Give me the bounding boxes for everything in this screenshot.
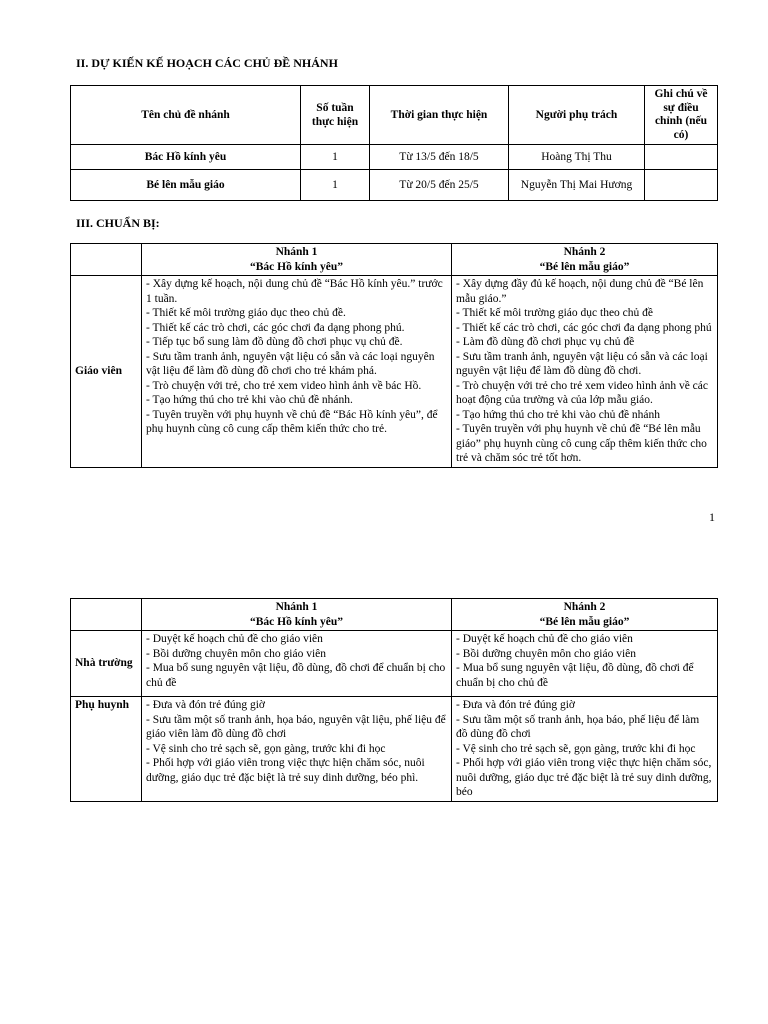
list-item: - Trò chuyện với trẻ cho trẻ xem video hình ảnh về các hoạt động của trường và của lớp mẫu giáo. <box>456 379 708 406</box>
branch-plan-table <box>70 85 718 201</box>
branch-2-name: Nhánh 2 <box>563 246 606 258</box>
plan-row <box>71 170 718 201</box>
list-item: - Tuyên truyền với phụ huynh về chủ đề “Bác Hồ kính yêu”, để phụ huynh cùng cô cung cấp thêm kiến thức cho trẻ. <box>146 408 438 435</box>
row-label-parents: Phụ huynh <box>71 697 142 802</box>
branch-1-topic: “Bác Hồ kính yêu” <box>250 615 343 628</box>
list-item: - Tạo hứng thú cho trẻ khi vào chủ đề nhánh <box>456 408 661 421</box>
row-label-school: Nhà trường <box>71 631 142 697</box>
school-branch-2-cell <box>452 631 718 697</box>
list-item: - Phối hợp với giáo viên trong việc thực hiện chăm sóc, nuôi dưỡng, giáo dục trẻ đặc biệt là trẻ suy dinh dưỡng, béo phì. <box>146 757 425 784</box>
section-3-title: III. CHUẨN BỊ: <box>76 216 160 230</box>
list-item: - Sưu tầm một số tranh ảnh, họa báo, nguyên vật liệu, phế liệu để giáo viên làm đồ dùng đồ chơi <box>146 713 446 740</box>
list-item: - Đưa và đón trẻ đúng giờ <box>456 699 575 711</box>
preparation-table-school-parents <box>70 598 718 802</box>
plan-header-weeks: Số tuần thực hiện <box>301 86 370 145</box>
plan-cell-notes <box>645 170 718 201</box>
plan-cell-weeks: 1 <box>301 170 370 201</box>
plan-cell-time: Từ 20/5 đến 25/5 <box>370 170 509 201</box>
plan-header-time: Thời gian thực hiện <box>370 86 509 145</box>
prep-header-branch-2 <box>452 244 718 276</box>
plan-cell-topic: Bác Hồ kính yêu <box>71 145 301 170</box>
prep-header-row <box>71 599 718 631</box>
list-item: - Trò chuyện với trẻ, cho trẻ xem video hình ảnh về bác Hồ. <box>146 379 422 392</box>
page-number: 1 <box>709 510 715 524</box>
plan-header-notes: Ghi chú về sự điều chỉnh (nếu có) <box>645 86 718 145</box>
list-item: - Bồi dưỡng chuyên môn cho giáo viên <box>456 647 636 660</box>
parents-branch-1-cell <box>142 697 452 802</box>
list-item: - Mua bổ sung nguyên vật liệu, đồ dùng, đồ chơi để chuẩn bị cho chủ đề <box>456 662 694 689</box>
row-label-teacher: Giáo viên <box>71 276 142 468</box>
prep-row-parents <box>71 697 718 802</box>
list-item: - Thiết kế môi trường giáo dục theo chủ đề <box>456 307 654 319</box>
list-item: - Xây dựng kế hoạch, nội dung chủ đề “Bác Hồ kính yêu.” trước 1 tuần. <box>146 278 443 305</box>
list-item: - Sưu tầm tranh ảnh, nguyên vật liệu có sẵn và các loại nguyên vật liệu để làm đồ dùng đồ chơi. <box>456 350 708 377</box>
branch-1-name: Nhánh 1 <box>275 246 318 258</box>
plan-cell-person: Hoàng Thị Thu <box>509 145 645 170</box>
prep-row-teacher <box>71 276 718 468</box>
list-item: - Duyệt kế hoạch chủ đề cho giáo viên <box>146 633 323 645</box>
parents-branch-2-cell <box>452 697 718 802</box>
prep-header-branch-1 <box>142 244 452 276</box>
school-branch-1-cell <box>142 631 452 697</box>
list-item: - Sưu tầm một số tranh ảnh, họa báo, phế liệu để làm đồ dùng đồ chơi <box>456 713 700 740</box>
list-item: - Đưa và đón trẻ đúng giờ <box>146 699 265 711</box>
list-item: - Bồi dưỡng chuyên môn cho giáo viên <box>146 647 326 660</box>
section-2-title: II. DỰ KIẾN KẾ HOẠCH CÁC CHỦ ĐỀ NHÁNH <box>76 56 338 70</box>
prep-header-empty <box>71 244 142 276</box>
plan-row <box>71 145 718 170</box>
teacher-branch-1-cell <box>142 276 452 468</box>
list-item: - Tuyên truyền với phụ huynh về chủ đề “Bé lên mẫu giáo” phụ huynh cùng cô cung cấp thêm kiến thức cho trẻ và chăm sóc trẻ tốt hơn. <box>456 423 707 464</box>
plan-header-topic: Tên chủ đề nhánh <box>71 86 301 145</box>
list-item: - Tiếp tục bổ sung làm đồ dùng đồ chơi phục vụ chủ đề. <box>146 336 403 348</box>
teacher-branch-2-cell <box>452 276 718 468</box>
branch-2-name: Nhánh 2 <box>563 601 606 613</box>
plan-cell-person: Nguyễn Thị Mai Hương <box>509 170 645 201</box>
preparation-table-teacher <box>70 243 718 468</box>
plan-cell-weeks: 1 <box>301 145 370 170</box>
list-item: - Mua bổ sung nguyên vật liệu, đồ dùng, đồ chơi để chuẩn bị cho chủ đề <box>146 662 446 689</box>
list-item: - Sưu tầm tranh ảnh, nguyên vật liệu có sẵn và các loại nguyên vật liệu để làm đồ dùng đồ chơi cho trẻ khám phá. <box>146 350 435 377</box>
list-item: - Duyệt kế hoạch chủ đề cho giáo viên <box>456 633 633 645</box>
plan-cell-topic: Bé lên mẫu giáo <box>71 170 301 201</box>
list-item: - Vệ sinh cho trẻ sạch sẽ, gọn gàng, trước khi đi học <box>456 742 696 755</box>
plan-header-row <box>71 86 718 145</box>
list-item: - Thiết kế môi trường giáo dục theo chủ đề. <box>146 307 346 319</box>
list-item: - Xây dựng đầy đủ kế hoạch, nội dung chủ đề “Bé lên mẫu giáo.” <box>456 278 704 305</box>
prep-header-row <box>71 244 718 276</box>
branch-1-name: Nhánh 1 <box>275 601 318 613</box>
list-item: - Thiết kế các trò chơi, các góc chơi đa dạng phong phú. <box>146 321 405 334</box>
branch-1-topic: “Bác Hồ kính yêu” <box>250 260 343 273</box>
plan-cell-notes <box>645 145 718 170</box>
list-item: - Làm đồ dùng đồ chơi phục vụ chủ đề <box>456 336 635 348</box>
branch-2-topic: “Bé lên mẫu giáo” <box>539 615 630 628</box>
prep-header-branch-2 <box>452 599 718 631</box>
plan-cell-time: Từ 13/5 đến 18/5 <box>370 145 509 170</box>
prep-header-branch-1 <box>142 599 452 631</box>
prep-row-school <box>71 631 718 697</box>
list-item: - Tạo hứng thú cho trẻ khi vào chủ đề nhánh. <box>146 394 353 406</box>
plan-header-person: Người phụ trách <box>509 86 645 145</box>
branch-2-topic: “Bé lên mẫu giáo” <box>539 260 630 273</box>
list-item: - Thiết kế các trò chơi, các góc chơi đa dạng phong phú <box>456 321 712 334</box>
prep-header-empty <box>71 599 142 631</box>
list-item: - Phối hợp với giáo viên trong việc thực hiện chăm sóc, nuôi dưỡng, giáo dục trẻ đặc biệt là trẻ suy dinh dưỡng, béo <box>456 757 712 798</box>
list-item: - Vệ sinh cho trẻ sạch sẽ, gọn gàng, trước khi đi học <box>146 742 386 755</box>
